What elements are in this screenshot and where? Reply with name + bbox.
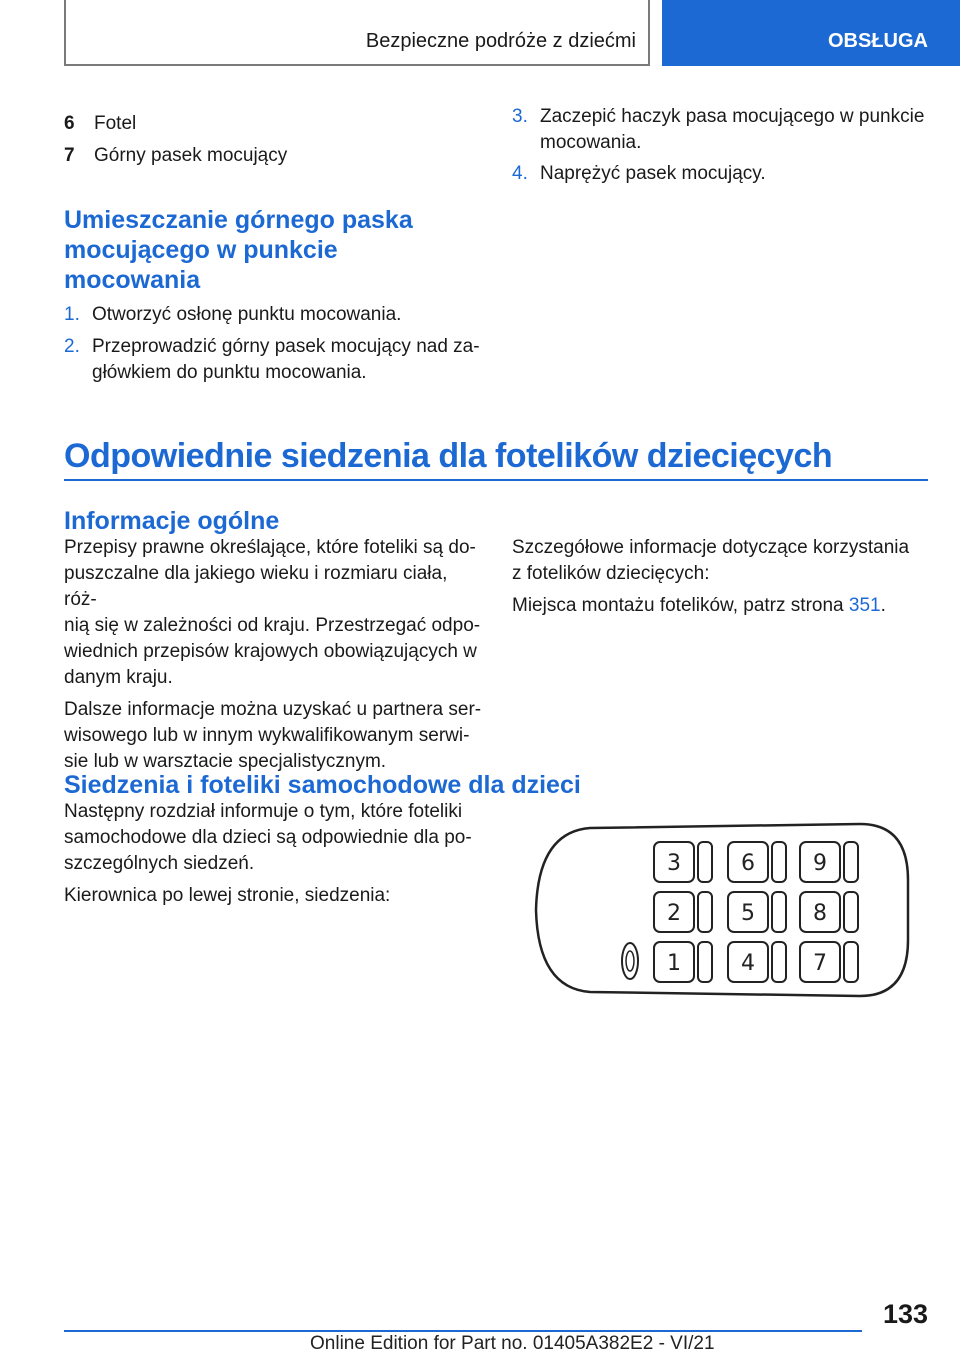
header-chapter-label: OBSŁUGA	[828, 30, 928, 52]
header-section-box	[64, 0, 650, 66]
seat-grid	[654, 842, 858, 982]
main-heading: Odpowiednie siedzenia dla fotelików dziecięcych	[64, 437, 833, 475]
seats-text	[64, 799, 484, 915]
step-number: 2.	[64, 336, 80, 357]
car-outline	[536, 824, 908, 996]
paragraph: Następny rozdział informuje o tym, które foteliki samochodowe dla dzieci są odpowiednie dla po- szczególnych siedzeń.	[64, 801, 472, 874]
step-text: Otworzyć osłonę punktu mocowania.	[92, 304, 402, 325]
seat-8	[800, 892, 858, 932]
seat-label: 4	[741, 951, 755, 976]
seat-layout-diagram	[530, 820, 914, 1000]
legend-number: 7	[64, 145, 75, 166]
paragraph: Kierownica po lewej stronie, siedzenia:	[64, 885, 391, 906]
main-heading-rule	[64, 479, 928, 481]
seat-label: 5	[741, 901, 755, 926]
step-text: Przeprowadzić górny pasek mocujący nad za- główkiem do punktu mocowania.	[92, 336, 480, 383]
seat-2	[654, 892, 712, 932]
seat-label: 8	[813, 901, 827, 926]
step-number: 4.	[512, 163, 528, 184]
general-info-heading: Informacje ogólne	[64, 507, 280, 535]
seat-label: 6	[741, 851, 755, 876]
step-item	[64, 302, 401, 328]
heading-line: Umieszczanie górnego paska	[64, 206, 413, 234]
seat-1	[654, 942, 712, 982]
footer-rule	[64, 1330, 862, 1332]
seat-4	[728, 942, 786, 982]
seat-5	[728, 892, 786, 932]
step-item	[512, 104, 924, 156]
page-reference-link[interactable]: 351	[848, 595, 881, 616]
step-text: Zaczepić haczyk pasa mocującego w punkcie mocowania.	[540, 106, 925, 153]
paragraph: Przepisy prawne określające, które foteliki są do- puszczalne dla jakiego wieku i rozmiaru ciała, róż- nią się w zależności od kraju. Przestrzegać odpo- wiednich przepisów krajowych obowiązujących w danym kraju.	[64, 537, 481, 688]
seat-6	[728, 842, 786, 882]
legend-item	[64, 111, 136, 137]
step-item	[512, 161, 766, 187]
paragraph: Szczegółowe informacje dotyczące korzystania z fotelików dziecięcych:	[512, 537, 910, 584]
top-tether-heading	[64, 205, 413, 295]
general-info-left	[64, 535, 484, 781]
step-number: 1.	[64, 304, 80, 325]
steering-wheel-icon	[622, 943, 638, 979]
seat-label: 2	[667, 901, 681, 926]
footer-edition: Online Edition for Part no. 01405A382E2 - VI/21	[310, 1333, 715, 1354]
legend-text: Górny pasek mocujący	[94, 145, 288, 166]
legend-item	[64, 143, 287, 169]
seat-9	[800, 842, 858, 882]
heading-line: mocowania	[64, 266, 201, 294]
step-number: 3.	[512, 106, 528, 127]
paragraph: Miejsca montażu fotelików, patrz strona 351.	[512, 595, 886, 616]
legend-text: Fotel	[94, 113, 137, 134]
step-item	[64, 334, 480, 386]
seat-7	[800, 942, 858, 982]
seat-3	[654, 842, 712, 882]
general-info-right	[512, 535, 932, 625]
heading-line: mocującego w punkcie	[64, 236, 338, 264]
page-number: 133	[882, 1299, 928, 1329]
seat-label: 7	[813, 951, 827, 976]
legend-number: 6	[64, 113, 75, 134]
header-section-title: Bezpieczne podróże z dziećmi	[365, 30, 636, 52]
paragraph: Dalsze informacje można uzyskać u partnera ser- wisowego lub w innym wykwalifikowanym serwi- sie lub w warsztacie specjalistycznym.	[64, 699, 482, 772]
seat-label: 9	[813, 851, 827, 876]
seat-label: 1	[667, 951, 681, 976]
step-text: Naprężyć pasek mocujący.	[540, 163, 766, 184]
seat-label: 3	[667, 851, 681, 876]
seats-heading: Siedzenia i foteliki samochodowe dla dzieci	[64, 771, 581, 799]
header-chapter-tab[interactable]	[662, 0, 960, 66]
